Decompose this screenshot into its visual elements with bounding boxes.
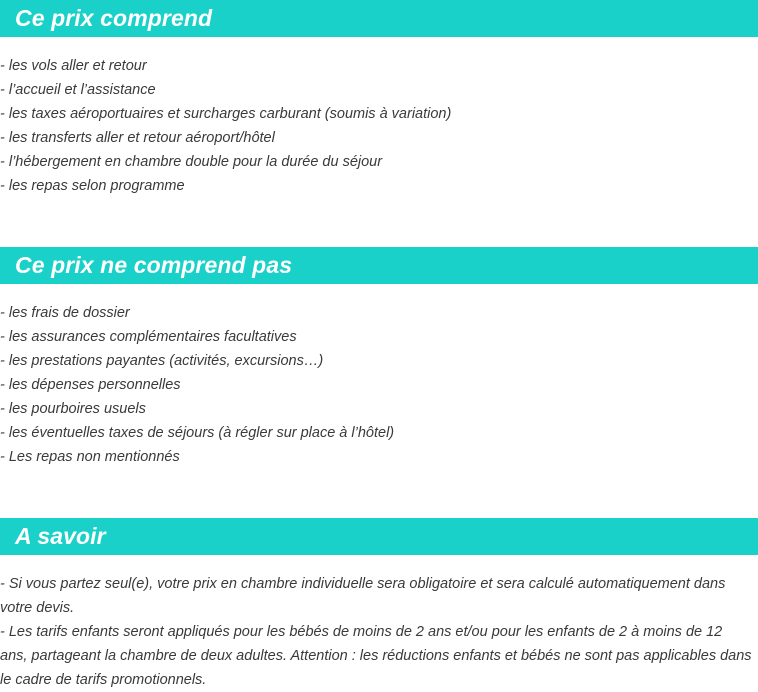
not-included-list (0, 301, 758, 469)
list-item: - les vols aller et retour (0, 58, 147, 74)
paragraph: - Les tarifs enfants seront appliqués pour les bébés de moins de 2 ans et/ou pour les enfants de 2 à moins de 12 ans, partageant la chambre de deux adultes. Attention : les réductions enfants et bébés ne sont pas applicables dans le cadre de tarifs promotionnels. (0, 624, 752, 688)
section-good-to-know (0, 518, 758, 692)
list-item: - les pourboires usuels (0, 401, 146, 417)
paragraph: - Si vous partez seul(e), votre prix en chambre individuelle sera obligatoire et sera calculé automatiquement dans votre devis. (0, 576, 726, 616)
included-list (0, 54, 758, 198)
list-item: - les transferts aller et retour aéroport/hôtel (0, 130, 275, 146)
section-included (0, 0, 758, 198)
good-to-know-text (0, 572, 758, 692)
list-item: - les prestations payantes (activités, excursions…) (0, 353, 324, 369)
list-item: - les taxes aéroportuaires et surcharges carburant (soumis à variation) (0, 106, 452, 122)
list-item: - les éventuelles taxes de séjours (à régler sur place à l’hôtel) (0, 425, 395, 441)
list-item: - les repas selon programme (0, 178, 185, 194)
section-title: Ce prix comprend (15, 5, 213, 31)
list-item: - les dépenses personnelles (0, 377, 181, 393)
section-header-bar (0, 518, 758, 555)
list-item: - les assurances complémentaires facultatives (0, 329, 297, 345)
list-item: - l’accueil et l’assistance (0, 82, 156, 98)
section-not-included (0, 247, 758, 469)
section-title: Ce prix ne comprend pas (15, 252, 293, 278)
list-item: - l’hébergement en chambre double pour la durée du séjour (0, 154, 383, 170)
section-header-bar (0, 0, 758, 37)
section-title: A savoir (15, 523, 106, 549)
list-item: - Les repas non mentionnés (0, 449, 180, 465)
section-header-bar (0, 247, 758, 284)
list-item: - les frais de dossier (0, 305, 130, 321)
